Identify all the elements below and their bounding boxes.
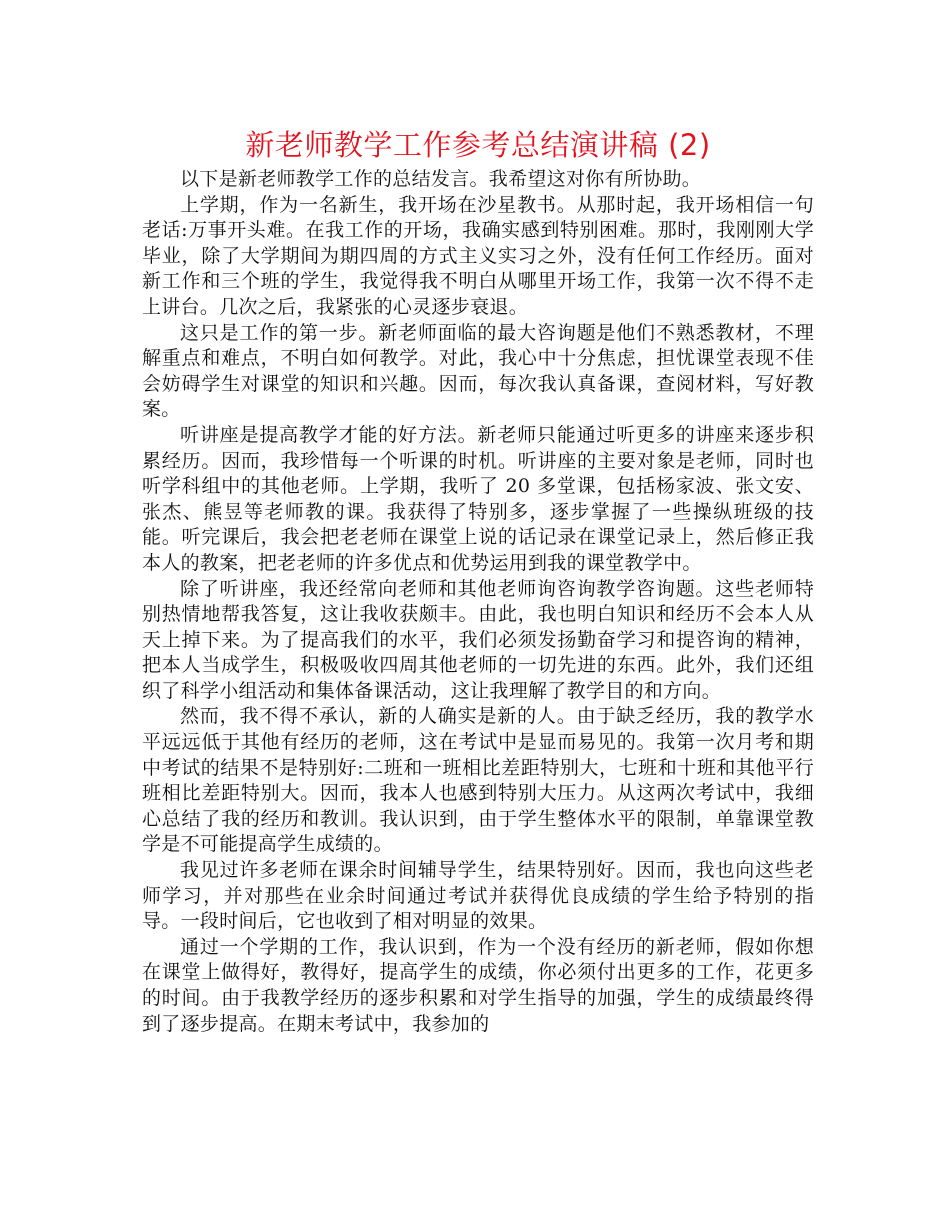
document-title: 新老师教学工作参考总结演讲稿 (2) [245,128,711,162]
paragraph-conclusion: 通过一个学期的工作，我认识到，作为一个没有经历的新老师，假如你想在课堂上做得好，教得好，提高学生的成绩，你必须付出更多的工作，花更多的时间。由于我教学经历的逐步积累和对学生指导的加强，学生的成绩最终得到了逐步提高。在期末考试中，我参加的 [142,935,814,1035]
paragraph-tutoring: 我见过许多老师在课余时间辅导学生，结果特别好。因而，我也向这些老师学习，并对那些在业余时间通过考试并获得优良成绩的学生给予特别的指导。一段时间后，它也收到了相对明显的效果。 [142,859,814,933]
paragraph-asking-teachers: 除了听讲座，我还经常向老师和其他老师询咨询教学咨询题。这些老师特别热情地帮我答复，这让我收获颇丰。由此，我也明白知识和经历不会本人从天上掉下来。为了提高我们的水平，我们必须发扬勤奋学习和提咨询的精神，把本人当成学生，积极吸收四周其他老师的一切先进的东西。此外，我们还组织了科学小组活动和集体备课活动，这让我理解了教学目的和方向。 [142,577,814,702]
paragraph-intro: 以下是新老师教学工作的总结发言。我希望这对你有所协助。 [180,168,702,190]
paragraph-first-step: 这只是工作的第一步。新老师面临的最大咨询题是他们不熟悉教材，不理解重点和难点，不明白如何教学。对此，我心中十分焦虑，担忧课堂表现不佳会妨碍学生对课堂的知识和兴趣。因而，每次我认真备课，查阅材料，写好教案。 [142,321,814,421]
paragraph-exam-results: 然而，我不得不承认，新的人确实是新的人。由于缺乏经历，我的教学水平远远低于其他有经历的老师，这在考试中是显而易见的。我第一次月考和期中考试的结果不是特别好:二班和一班相比差距特别大，七班和十班和其他平行班相比差距特别大。因而，我本人也感到特别大压力。从这两次考试中，我细心总结了我的经历和教训。我认识到，由于学生整体水平的限制，单靠课堂教学是不可能提高学生成绩的。 [142,705,814,856]
document-page [142,124,814,1037]
paragraph-first-semester: 上学期，作为一名新生，我开场在沙星教书。从那时起，我开场相信一句老话:万事开头难。在我工作的开场，我确实感到特别困难。那时，我刚刚大学毕业，除了大学期间为期四周的方式主义实习之外，没有任何工作经历。面对新工作和三个班的学生，我觉得我不明白从哪里开场工作，我第一次不得不走上讲台。几次之后，我紧张的心灵逐步衰退。 [142,193,814,318]
paragraph-lectures: 听讲座是提高教学才能的好方法。新老师只能通过听更多的讲座来逐步积累经历。因而，我珍惜每一个听课的时机。听讲座的主要对象是老师，同时也听学科组中的其他老师。上学期，我听了 20 多堂课，包括杨家波、张文安、张杰、熊昱等老师教的课。我获得了特别多，逐步掌握了一些操纵班级的技能。听完课后，我会把老老师在课堂上说的话记录在课堂记录上，然后修正我本人的教案，把老老师的许多优点和优势运用到我的课堂教学中。 [142,423,814,574]
